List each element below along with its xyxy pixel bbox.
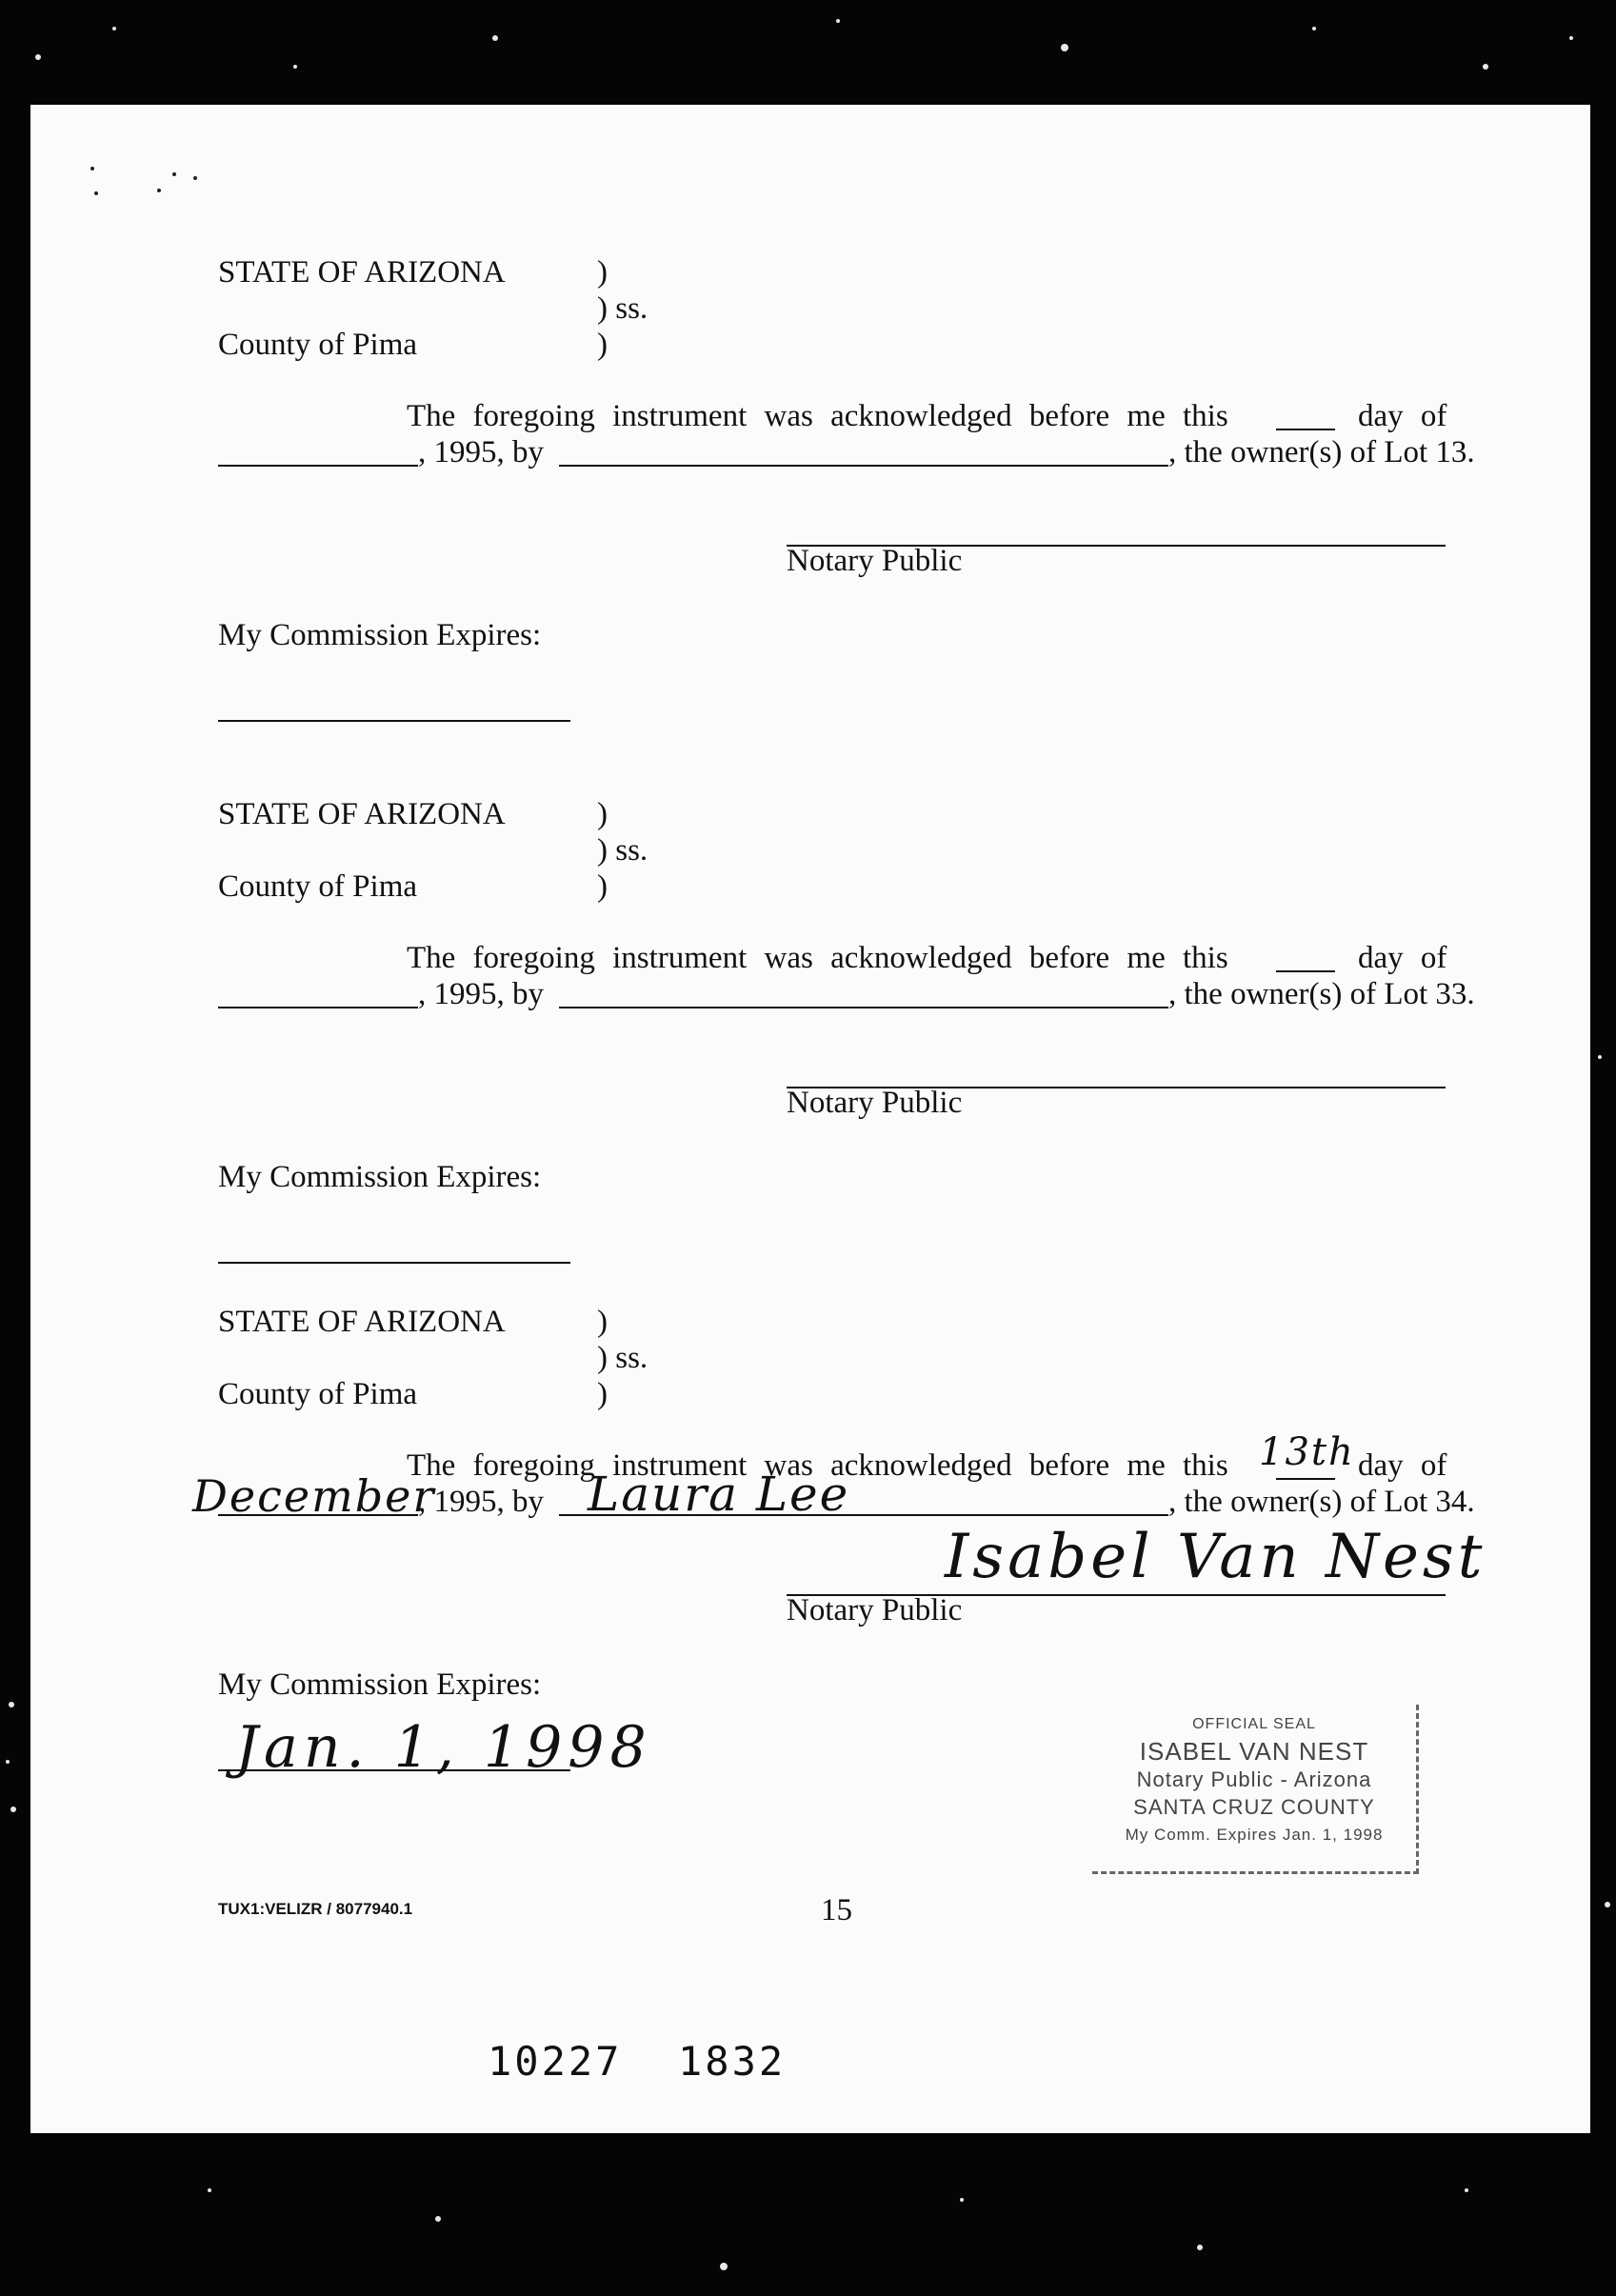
- county-label: County of Pima: [218, 328, 418, 362]
- handwritten-day: 13th: [1259, 1430, 1355, 1474]
- venue-paren: ): [597, 797, 608, 831]
- acknowledgment-text: The foregoing instrument was acknowledged before me this: [407, 1448, 1228, 1483]
- acknowledgment-text: The foregoing instrument was acknowledged before me this: [407, 399, 1228, 433]
- day-of-label: day of: [1358, 941, 1447, 975]
- name-blank: [559, 1007, 1168, 1008]
- page-speckles: [83, 157, 273, 214]
- state-label: STATE OF ARIZONA: [218, 255, 506, 289]
- handwritten-expiry: Jan. 1, 1998: [235, 1714, 652, 1781]
- venue-paren: ): [597, 869, 608, 904]
- year-by-label: , 1995, by: [418, 977, 544, 1011]
- owner-lot-label: , the owner(s) of Lot 13.: [1168, 435, 1475, 469]
- stamp-expiry: My Comm. Expires Jan. 1, 1998: [1125, 1826, 1384, 1844]
- commission-expires-blank: [218, 720, 570, 722]
- stamp-notary-name: ISABEL VAN NEST: [1139, 1737, 1369, 1766]
- name-blank: [559, 465, 1168, 467]
- notary-public-label: Notary Public: [787, 1593, 963, 1627]
- venue-paren: ): [597, 255, 608, 289]
- state-label: STATE OF ARIZONA: [218, 797, 506, 831]
- day-blank: [1276, 970, 1335, 972]
- notary-public-label: Notary Public: [787, 544, 963, 578]
- venue-paren: ): [597, 1377, 608, 1411]
- commission-expires-label: My Commission Expires:: [218, 618, 542, 652]
- day-of-label: day of: [1358, 1448, 1447, 1483]
- venue-paren: ): [597, 328, 608, 362]
- day-of-label: day of: [1358, 399, 1447, 433]
- handwritten-owner-name: Laura Lee: [588, 1467, 850, 1522]
- document-id-left: 10227: [488, 2038, 623, 2085]
- document-id-right: 1832: [678, 2038, 787, 2085]
- day-blank: [1276, 1478, 1335, 1480]
- page-number: 15: [821, 1893, 852, 1927]
- document-page: [30, 105, 1590, 2133]
- ss-label: ) ss.: [597, 833, 648, 868]
- commission-expires-blank: [218, 1262, 570, 1264]
- venue-paren: ): [597, 1305, 608, 1339]
- year-by-label: , 1995, by: [418, 1485, 544, 1519]
- commission-expires-label: My Commission Expires:: [218, 1667, 542, 1702]
- commission-expires-label: My Commission Expires:: [218, 1160, 542, 1194]
- day-blank: [1276, 429, 1335, 430]
- county-label: County of Pima: [218, 1377, 418, 1411]
- month-blank: [218, 465, 418, 467]
- ss-label: ) ss.: [597, 291, 648, 326]
- stamp-heading: OFFICIAL SEAL: [1192, 1716, 1316, 1732]
- file-reference: TUX1:VELIZR / 8077940.1: [218, 1900, 413, 1918]
- owner-lot-label: , the owner(s) of Lot 34.: [1168, 1485, 1475, 1519]
- acknowledgment-text: The foregoing instrument was acknowledged before me this: [407, 941, 1228, 975]
- state-label: STATE OF ARIZONA: [218, 1305, 506, 1339]
- stamp-title: Notary Public - Arizona: [1136, 1767, 1372, 1791]
- county-label: County of Pima: [218, 869, 418, 904]
- ss-label: ) ss.: [597, 1341, 648, 1375]
- notary-public-label: Notary Public: [787, 1086, 963, 1120]
- stamp-county: SANTA CRUZ COUNTY: [1133, 1795, 1375, 1819]
- owner-lot-label: , the owner(s) of Lot 33.: [1168, 977, 1475, 1011]
- notary-seal-stamp: [1092, 1705, 1419, 1874]
- handwritten-month: December: [192, 1470, 436, 1522]
- year-by-label: , 1995, by: [418, 435, 544, 469]
- notary-signature: Isabel Van Nest: [945, 1522, 1486, 1592]
- month-blank: [218, 1007, 418, 1008]
